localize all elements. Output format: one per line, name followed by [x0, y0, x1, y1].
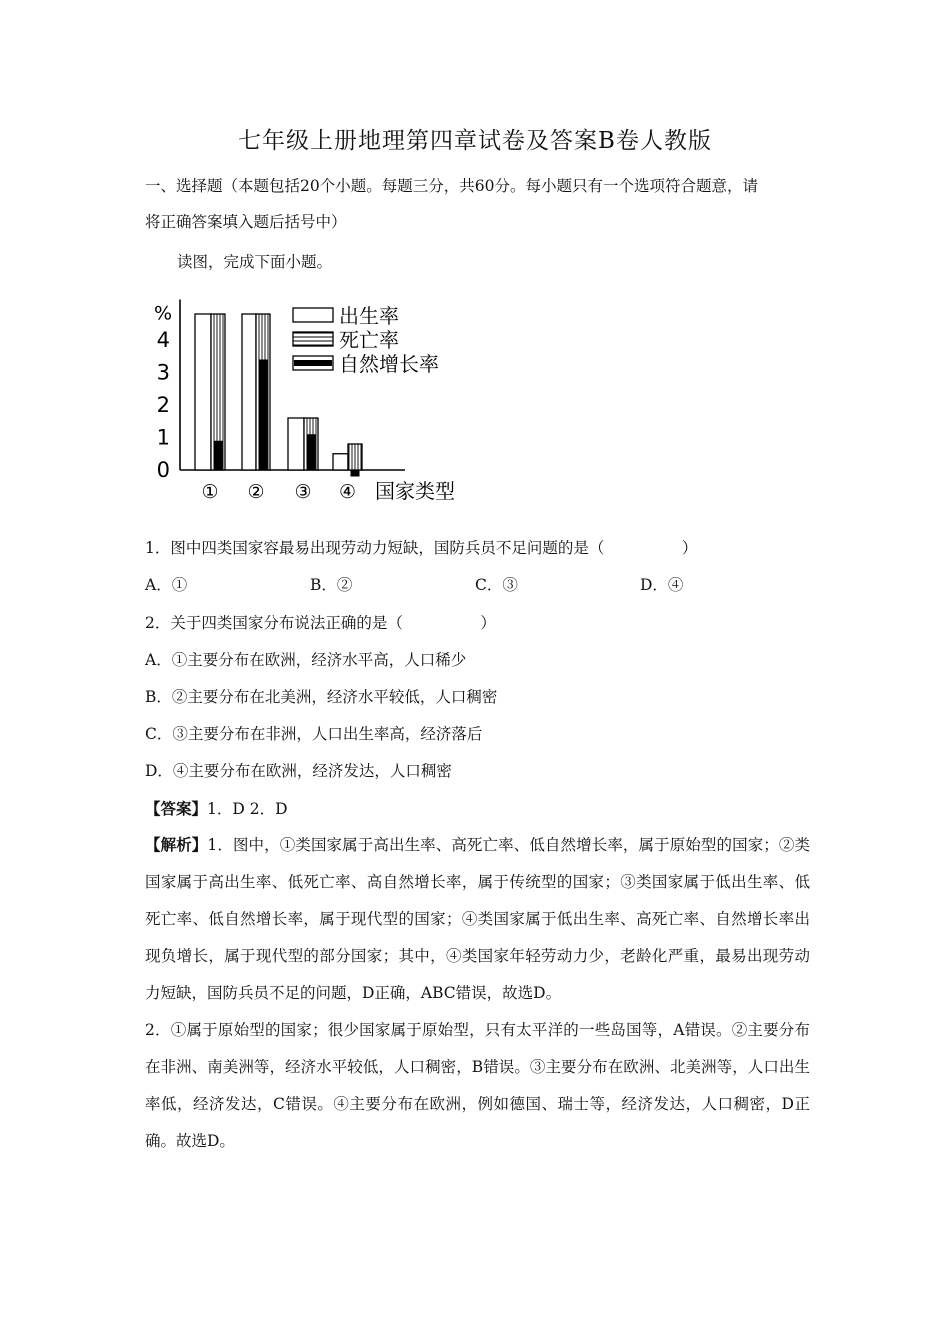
legend-label: 自然增长率 [339, 352, 439, 376]
legend-label: 出生率 [339, 304, 399, 328]
legend-swatch [293, 332, 333, 346]
y-tick-label: 1 [156, 425, 170, 450]
bar-natural-growth [307, 434, 316, 470]
answer-line [145, 797, 288, 819]
bar-natural-growth [259, 360, 268, 471]
analysis-paragraph-2: 2．①属于原始型的国家；很少国家属于原始型，只有太平洋的一些岛国等，A错误。②主要分布在非洲、南美洲等，经济水平较低，人口稠密，B错误。③主要分布在欧洲、北美洲等，人口出生率低，经济发达，C错误。④主要分布在欧洲，例如德国、瑞士等，经济发达，人口稠密，D正确。故选D。 [145, 1021, 810, 1150]
intro-text: 读图，完成下面小题。 [177, 253, 333, 271]
analysis-text-1: 1．图中，①类国家属于高出生率、高死亡率、低自然增长率，属于原始型的国家；②类国家属于高出生率、低死亡率、高自然增长率，属于传统型的国家；③类国家属于低出生率、低死亡率、低自然增长率，属于现代型的国家；④类国家属于低出生率、高死亡率、自然增长率出现负增长，属于现代型的部分国家；其中，④类国家年轻劳动力少，老龄化严重，最易出现劳动力短缺，国防兵员不足的问题，D正确，ABC错误，故选D。 [145, 836, 810, 1002]
question-1-option-a: A．① [145, 576, 188, 594]
x-category-label: ④ [338, 481, 357, 503]
y-axis-label: % [154, 302, 173, 325]
bar-birth-rate [195, 314, 211, 470]
legend-swatch-fill [294, 360, 332, 366]
y-tick-label: 2 [156, 393, 170, 417]
bar-natural-growth [351, 470, 360, 477]
section-heading-line-2: 将正确答案填入题后括号中） [145, 213, 347, 231]
document-title: 七年级上册地理第四章试卷及答案B卷人教版 [238, 128, 712, 154]
y-tick-label: 4 [156, 328, 170, 352]
question-1-option-c: C．③ [475, 576, 518, 594]
bar-birth-rate [288, 418, 304, 470]
bar-natural-growth [214, 441, 223, 470]
question-2-option-b: B．②主要分布在北美洲，经济水平较低，人口稠密 [145, 688, 498, 706]
analysis-label: 【解析】 [145, 835, 208, 854]
section-heading-line-1: 一、选择题（本题包括20个小题。每题三分，共60分。每小题只有一个选项符合题意，请 [145, 177, 758, 195]
question-2-option-c: C．③主要分布在非洲，人口出生率高，经济落后 [145, 725, 483, 743]
bar-birth-rate [242, 314, 256, 470]
question-1-stem: 1．图中四类国家容最易出现劳动力短缺，国防兵员不足问题的是（ ） [145, 539, 698, 557]
bar-death-rate [348, 444, 362, 470]
question-1-option-d: D．④ [640, 576, 684, 594]
bar-birth-rate [333, 454, 348, 470]
question-1-option-b: B．② [310, 576, 353, 594]
question-2-option-d: D．④主要分布在欧洲，经济发达，人口稠密 [145, 762, 452, 780]
y-tick-label: 3 [156, 360, 170, 385]
legend-swatch [293, 308, 333, 322]
legend-label: 死亡率 [339, 328, 399, 352]
x-category-label: ③ [294, 481, 312, 503]
answer-label: 【答案】 [145, 799, 208, 818]
x-category-label: ① [201, 481, 219, 503]
population-chart [150, 295, 480, 510]
x-category-label: ② [247, 481, 265, 503]
question-2-stem: 2．关于四类国家分布说法正确的是（ ） [145, 614, 496, 632]
analysis-paragraph-1 [145, 826, 810, 1012]
y-tick-label: 0 [156, 458, 170, 482]
x-axis-label: 国家类型 [375, 479, 455, 503]
answer-text: 1．D 2．D [207, 800, 288, 818]
question-2-option-a: A．①主要分布在欧洲，经济水平高，人口稀少 [145, 651, 467, 669]
